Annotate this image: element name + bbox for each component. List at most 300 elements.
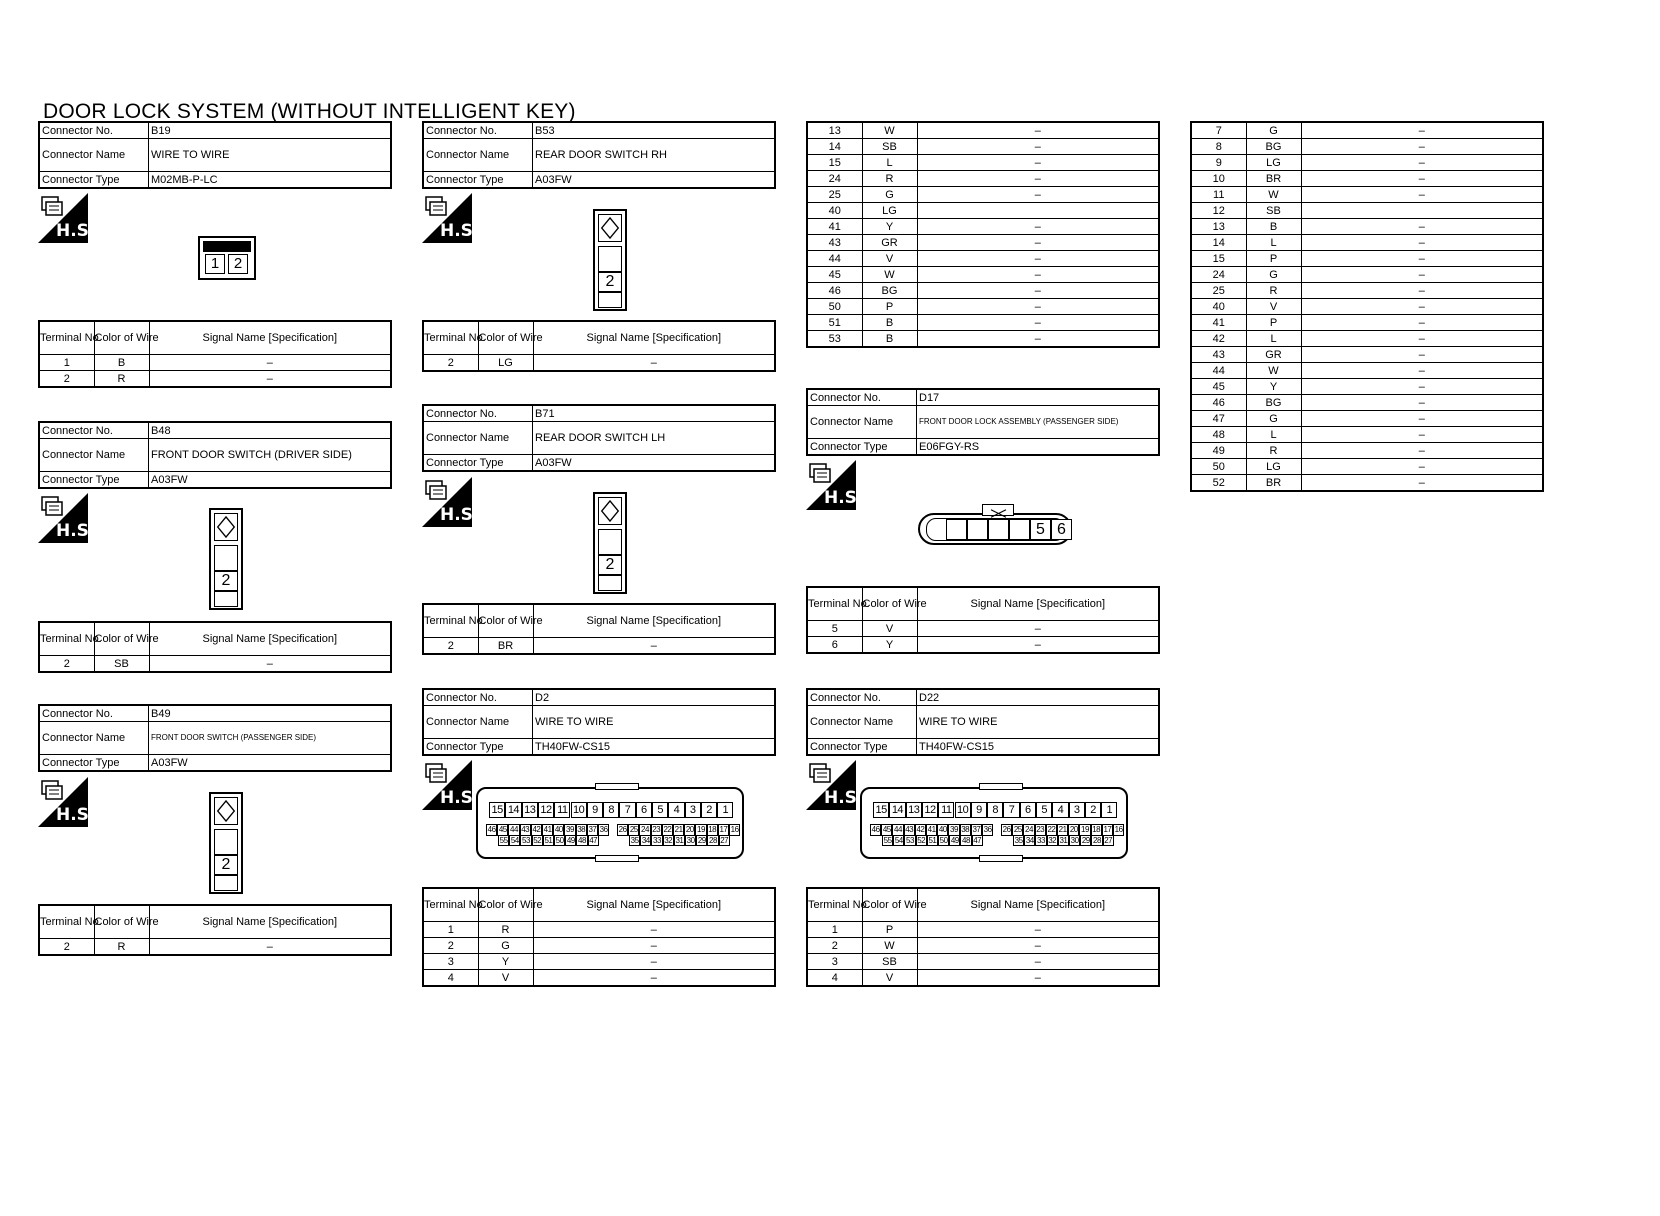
connector-pin-bottom: 29 [697,836,706,845]
connector-no-label: Connector No. [423,405,533,422]
wire-color: R [1246,443,1301,459]
table-row [807,315,1159,331]
table-row [39,371,391,388]
table-row [807,922,1159,938]
terminal-table-b19 [38,320,392,388]
connector-pin-top: 9 [587,802,603,818]
connector-pin-bottom: 32 [664,836,673,845]
terminal-no: 15 [807,155,862,171]
connector-info-b48 [38,421,392,489]
connector-pin-top: 9 [971,802,987,818]
terminal-no: 41 [1191,315,1246,331]
signal-name: – [149,371,391,388]
connector-face-d17 [918,513,1072,545]
signal-name: – [1301,379,1543,395]
wire-color: LG [862,203,917,219]
signal-name: – [1301,155,1543,171]
wire-color: V [862,621,917,637]
hs-label: H.S. [56,521,96,541]
hs-label: H.S. [440,221,480,241]
terminal-no: 43 [1191,347,1246,363]
connector-pin-top: 5 [652,802,668,818]
connector-pin: 2 [214,855,238,875]
terminal-no: 9 [1191,155,1246,171]
connector-latch [595,783,639,790]
signal-name-header: Signal Name [Specification] [533,321,775,355]
table-row [1191,283,1543,299]
terminal-no: 48 [1191,427,1246,443]
connector-pin-bottom: 50 [555,836,564,845]
connector-pin-bottom: 34 [1025,836,1034,845]
connector-no-row [423,122,775,139]
connector-no-label: Connector No. [39,705,149,722]
signal-name: – [917,621,1159,637]
wire-color: BR [478,638,533,655]
terminal-no: 46 [807,283,862,299]
terminal-no: 13 [1191,219,1246,235]
connector-info-b71 [422,404,776,472]
connector-no-row [807,689,1159,706]
connector-pin-bottom: 53 [906,836,914,845]
table-row [1191,139,1543,155]
table-row [807,122,1159,139]
connector-pin-bottom: 50 [939,836,948,845]
connector-type-row [807,439,1159,456]
signal-name: – [1301,363,1543,379]
connector-pin-bottom: 51 [928,836,937,845]
connector-type-row [39,755,391,772]
connector-pin-mid: 43 [521,825,530,834]
connector-face-b48 [209,508,243,610]
connector-pin [598,575,622,591]
terminal-table-header [423,888,775,922]
signal-name-header: Signal Name [Specification] [917,888,1159,922]
connector-name-value: REAR DOOR SWITCH RH [533,139,776,172]
latch-cross-icon [984,509,1013,518]
color-of-wire-header: Color of Wire [478,888,533,922]
wire-color: B [1246,219,1301,235]
signal-name: – [917,970,1159,987]
connector-name-row [39,439,391,472]
wire-color: P [862,922,917,938]
terminal-no-header: Terminal No. [39,622,94,656]
connector-name-value: WIRE TO WIRE [533,706,776,739]
connector-pin-mid: 25 [629,825,638,834]
connector-type-label: Connector Type [39,755,149,772]
connector-pin [214,875,238,891]
connector-pin-bottom: 52 [533,836,542,845]
wire-color: W [862,267,917,283]
signal-name-header: Signal Name [Specification] [533,604,775,638]
connector-name-row [39,139,391,172]
terminal-no: 4 [807,970,862,987]
connector-pin-mid: 37 [972,825,981,834]
connector-pin-top: 12 [538,802,554,818]
connector-pin-mid: 43 [905,825,914,834]
connector-pin: 6 [1051,519,1072,540]
connector-type-label: Connector Type [39,472,149,489]
terminal-no: 24 [807,171,862,187]
wire-color: V [862,970,917,987]
terminal-no: 13 [807,122,862,139]
color-of-wire-header: Color of Wire [94,905,149,939]
connector-pin-bottom: 47 [973,836,982,845]
connector-pin-mid: 46 [871,825,880,834]
terminal-table-header [39,905,391,939]
connector-name-row [39,722,391,755]
terminal-no-header: Terminal No. [39,321,94,355]
table-row [1191,299,1543,315]
connector-type-value: M02MB-P-LC [149,172,392,189]
wire-color: W [862,938,917,954]
diamond-key-icon [599,498,621,524]
signal-name: – [917,219,1159,235]
terminal-table-header [423,604,775,638]
connector-pin-mid: 19 [1081,825,1089,834]
signal-name: – [1301,219,1543,235]
terminal-no: 14 [807,139,862,155]
table-row [1191,331,1543,347]
connector-pin-mid: 44 [510,825,518,834]
terminal-table-header [807,587,1159,621]
connector-no-label: Connector No. [423,689,533,706]
wire-color: Y [862,219,917,235]
terminal-no-header: Terminal No. [423,604,478,638]
connector-info-b49 [38,704,392,772]
hs-label: H.S. [56,805,96,825]
wire-color: BG [1246,139,1301,155]
connector-pin-bottom: 28 [709,836,717,845]
terminal-no: 50 [1191,459,1246,475]
table-row [39,656,391,673]
connector-pin-bottom: 49 [566,836,575,845]
connector-face-b19 [198,236,256,280]
wire-color: G [1246,267,1301,283]
diamond-key-icon [215,798,237,824]
connector-info-b53 [422,121,776,189]
terminal-no: 2 [423,938,478,954]
connector-type-label: Connector Type [423,739,533,756]
connector-type-value: A03FW [533,172,776,189]
connector-no-row [423,405,775,422]
connector-pin [598,246,622,272]
terminal-no: 24 [1191,267,1246,283]
wire-color: BR [1246,475,1301,492]
diamond-key-icon [599,215,621,241]
terminal-no: 50 [807,299,862,315]
connector-pin-mid: 45 [498,825,507,834]
wire-color: V [478,970,533,987]
table-row [807,171,1159,187]
wire-color: B [862,315,917,331]
signal-name: – [1301,475,1543,492]
connector-pin-bottom: 34 [641,836,650,845]
wire-color: BR [1246,171,1301,187]
signal-name: – [1301,459,1543,475]
connector-pin-bottom: 33 [653,836,661,845]
table-row [807,954,1159,970]
connector-info-table [422,404,776,472]
connector-pin-top: 13 [522,802,538,818]
connector-pin-top: 2 [701,802,717,818]
signal-name: – [1301,139,1543,155]
connector-type-value: A03FW [149,472,392,489]
signal-name: – [1301,299,1543,315]
connector-pin-bottom: 27 [720,836,729,845]
table-row [1191,235,1543,251]
connector-pin-top: 15 [489,802,505,818]
connector-pin-bottom: 30 [686,836,695,845]
table-row [807,219,1159,235]
wire-color: G [478,938,533,954]
connector-type-label: Connector Type [39,172,149,189]
table-row [807,235,1159,251]
hs-label: H.S. [440,505,480,525]
connector-no-label: Connector No. [39,422,149,439]
terminal-no: 2 [807,938,862,954]
connector-pin-bottom: 52 [917,836,926,845]
connector-pin [946,519,967,540]
terminal-no-header: Terminal No. [39,905,94,939]
connector-pin-top: 4 [1052,802,1068,818]
connector-latch [982,504,1014,516]
connector-pin-bottom: 32 [1048,836,1057,845]
connector-type-value: A03FW [533,455,776,472]
diamond-key-icon [215,514,237,540]
table-row [1191,315,1543,331]
connector-no-value: D22 [917,689,1160,706]
signal-name: – [917,283,1159,299]
connector-info-table [38,421,392,489]
connector-type-value: TH40FW-CS15 [533,739,776,756]
connector-pin-top: 8 [603,802,619,818]
terminal-no: 3 [807,954,862,970]
connector-pin-bottom: 55 [883,836,892,845]
signal-name: – [1301,267,1543,283]
connector-pin-bottom: 35 [630,836,639,845]
connector-pin-bottom: 54 [510,836,519,845]
signal-name: – [917,922,1159,938]
terminal-no: 1 [423,922,478,938]
wire-color: R [478,922,533,938]
wire-color: B [862,331,917,348]
terminal-table-d22-cont [1190,121,1544,492]
connector-pin [1009,519,1030,540]
connector-name-row [807,706,1159,739]
connector-pin [598,292,622,308]
wire-color: R [94,939,149,956]
signal-name: – [1301,171,1543,187]
connector-type-label: Connector Type [423,172,533,189]
signal-name: – [917,331,1159,348]
signal-name: – [1301,251,1543,267]
connector-no-value: D17 [917,389,1160,406]
terminal-table-header [39,321,391,355]
terminal-no: 40 [807,203,862,219]
terminal-no: 5 [807,621,862,637]
table-row [807,938,1159,954]
connector-pin-top: 14 [889,802,905,818]
table-row [39,355,391,371]
connector-pin-bottom: 31 [675,836,684,845]
connector-pin-mid: 39 [950,825,958,834]
terminal-no-header: Terminal No. [807,888,862,922]
signal-name-header: Signal Name [Specification] [149,321,391,355]
connector-name-value: WIRE TO WIRE [917,706,1160,739]
connector-pin: 2 [598,272,622,292]
signal-name: – [917,122,1159,139]
connector-name-value: WIRE TO WIRE [149,139,392,172]
wire-color: G [862,187,917,203]
connector-no-row [423,689,775,706]
connector-pin-top: 1 [1101,802,1117,818]
wire-color: V [862,251,917,267]
connector-pin: 2 [228,254,248,274]
signal-name-header: Signal Name [Specification] [149,905,391,939]
connector-pin-top: 7 [619,802,635,818]
signal-name: – [533,970,775,987]
connector-type-row [39,472,391,489]
wire-color: SB [862,139,917,155]
connector-pin-mid: 16 [1114,825,1123,834]
signal-name [1301,203,1543,219]
table-row [1191,459,1543,475]
terminal-no-header: Terminal No. [423,321,478,355]
connector-no-value: B53 [533,122,776,139]
connector-pin [967,519,988,540]
connector-pin-mid: 40 [938,825,947,834]
connector-no-label: Connector No. [39,122,149,139]
connector-type-value: E06FGY-RS [917,439,1160,456]
connector-info-table [38,704,392,772]
wire-color: LG [1246,155,1301,171]
table-row [423,970,775,987]
connector-pin-bottom: 55 [499,836,508,845]
table-row [1191,203,1543,219]
wire-color: R [94,371,149,388]
connector-pin-mid: 40 [554,825,563,834]
connector-pin-mid: 21 [674,825,683,834]
connector-no-value: B71 [533,405,776,422]
connector-type-row [423,172,775,189]
terminal-no: 53 [807,331,862,348]
table-row [1191,267,1543,283]
signal-name: – [917,139,1159,155]
table-row [423,355,775,372]
color-of-wire-header: Color of Wire [94,622,149,656]
connector-pin-mid: 41 [543,825,552,834]
signal-name-header: Signal Name [Specification] [917,587,1159,621]
table-row [1191,171,1543,187]
wire-color: SB [1246,203,1301,219]
connector-pin-top: 5 [1036,802,1052,818]
connector-cavity [214,513,238,541]
signal-name: – [917,954,1159,970]
connector-pin-mid: 41 [927,825,936,834]
connector-pin-top: 6 [1020,802,1036,818]
color-of-wire-header: Color of Wire [862,587,917,621]
table-row [807,251,1159,267]
connector-pin-mid: 44 [894,825,902,834]
connector-pin-mid: 42 [532,825,541,834]
connector-pin-bottom: 35 [1014,836,1023,845]
terminal-no: 4 [423,970,478,987]
color-of-wire-header: Color of Wire [862,888,917,922]
signal-name: – [1301,235,1543,251]
connector-pin-bottom: 51 [544,836,553,845]
terminal-no: 25 [807,187,862,203]
wire-color: L [1246,235,1301,251]
connector-pin-bottom: 47 [589,836,598,845]
connector-name-label: Connector Name [423,422,533,455]
wire-color: BG [862,283,917,299]
signal-name: – [917,637,1159,654]
connector-pin-bottom: 49 [950,836,959,845]
terminal-no: 3 [423,954,478,970]
table-row [807,637,1159,654]
connector-info-d2 [422,688,776,756]
connector-info-d17 [806,388,1160,456]
connector-type-label: Connector Type [807,439,917,456]
connector-pin-mid: 18 [708,825,717,834]
table-row [1191,379,1543,395]
terminal-no: 2 [39,939,94,956]
table-row [1191,427,1543,443]
connector-face-th40 [860,787,1128,859]
table-row [1191,363,1543,379]
signal-name: – [149,939,391,956]
connector-pin [598,529,622,555]
terminal-no: 11 [1191,187,1246,203]
connector-pin-mid: 38 [577,825,586,834]
table-row [807,299,1159,315]
page-title: DOOR LOCK SYSTEM (WITHOUT INTELLIGENT KEY) [43,100,576,123]
signal-name: – [1301,443,1543,459]
terminal-no: 49 [1191,443,1246,459]
connector-pin-mid: 19 [697,825,705,834]
wire-color: LG [1246,459,1301,475]
signal-name: – [917,171,1159,187]
connector-type-row [423,739,775,756]
connector-pin: 2 [214,571,238,591]
connector-pin-mid: 36 [599,825,608,834]
connector-pin-bottom: 33 [1037,836,1045,845]
table-row [807,283,1159,299]
table-row [807,155,1159,171]
terminal-no: 46 [1191,395,1246,411]
connector-info-table [38,121,392,189]
wire-color: SB [94,656,149,673]
connector-name-label: Connector Name [39,722,149,755]
connector-name-value: FRONT DOOR SWITCH (PASSENGER SIDE) [149,722,392,755]
connector-pin-mid: 18 [1092,825,1101,834]
connector-pin-mid: 24 [641,825,649,834]
terminal-no: 42 [1191,331,1246,347]
terminal-no-header: Terminal No. [423,888,478,922]
terminal-no: 43 [807,235,862,251]
connector-info-table [422,121,776,189]
table-row [1191,475,1543,492]
connector-no-label: Connector No. [423,122,533,139]
connector-type-label: Connector Type [807,739,917,756]
terminal-no: 2 [39,371,94,388]
connector-pin-top: 7 [1003,802,1019,818]
signal-name-header: Signal Name [Specification] [149,622,391,656]
signal-name: – [533,954,775,970]
connector-pin-mid: 26 [618,825,627,834]
connector-pin-top: 4 [668,802,684,818]
terminal-no: 10 [1191,171,1246,187]
